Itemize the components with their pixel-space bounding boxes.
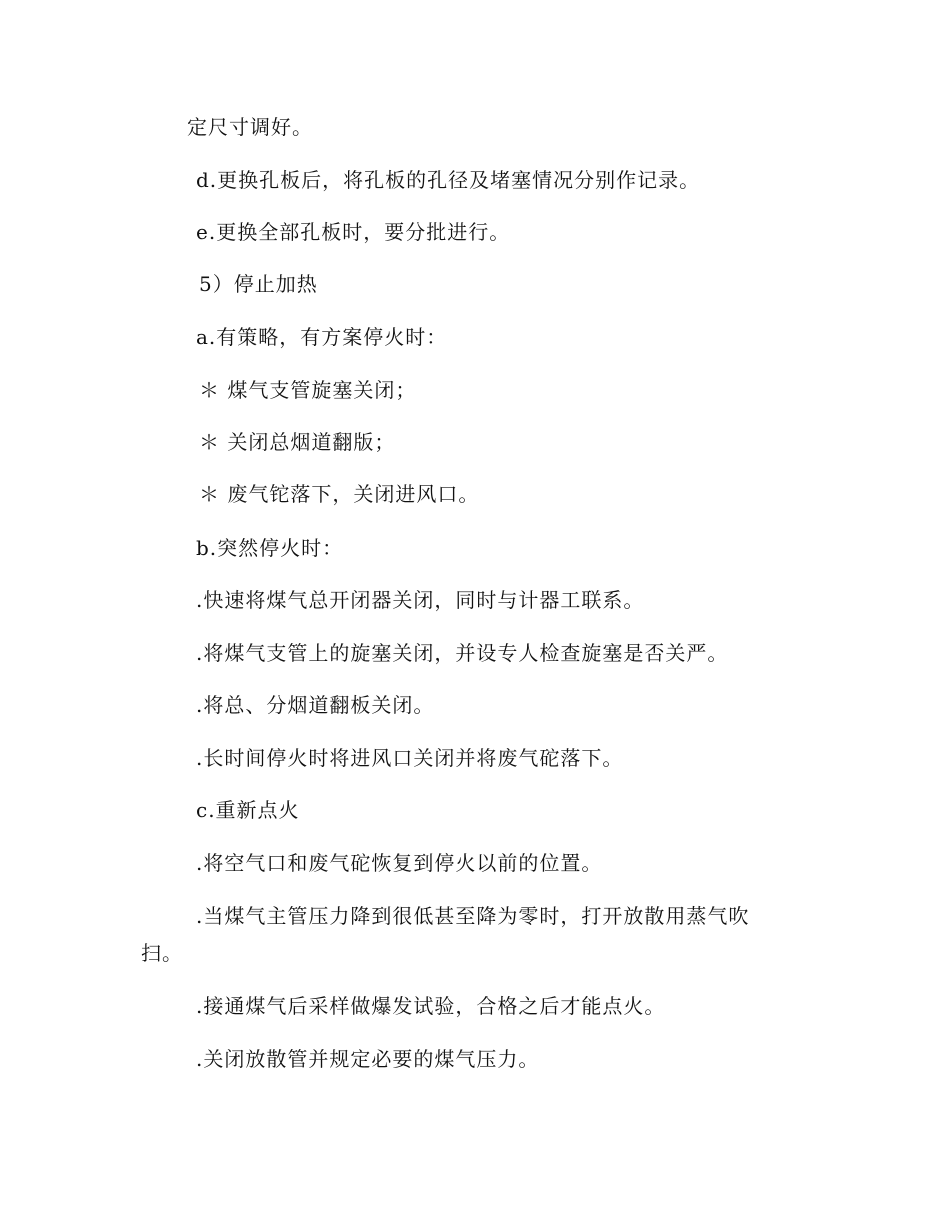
text-line: b.突然停火时： xyxy=(196,536,344,560)
text-line: .快速将煤气总开闭器关闭，同时与计器工联系。 xyxy=(196,588,645,612)
text-line: 定尺寸调好。 xyxy=(187,115,313,139)
text-line: a.有策略，有方案停火时： xyxy=(196,325,448,349)
text-line: .长时间停火时将进风口关闭并将废气砣落下。 xyxy=(196,746,624,770)
text-line: .将煤气支管上的旋塞关闭，并设专人检查旋塞是否关严。 xyxy=(196,641,729,665)
section-heading: 5）停止加热 xyxy=(199,272,318,296)
bullet-item: ＊ 煤气支管旋塞关闭； xyxy=(199,378,417,402)
text-line: .当煤气主管压力降到很低甚至降为零时，打开放散用蒸气吹 xyxy=(196,904,750,928)
text-line: e.更换全部孔板时，要分批进行。 xyxy=(196,220,511,244)
text-line: .将总、分烟道翻板关闭。 xyxy=(196,693,435,717)
bullet-item: ＊ 废气铊落下，关闭进风口。 xyxy=(199,482,480,506)
text-line: c.重新点火 xyxy=(196,798,300,822)
bullet-item: ＊ 关闭总烟道翻版； xyxy=(199,430,396,454)
text-line: .接通煤气后采样做爆发试验，合格之后才能点火。 xyxy=(196,994,666,1018)
text-line: 扫。 xyxy=(141,941,183,965)
text-line: d.更换孔板后，将孔板的孔径及堵塞情况分别作记录。 xyxy=(196,168,701,192)
text-line: .将空气口和废气砣恢复到停火以前的位置。 xyxy=(196,851,603,875)
text-line: .关闭放散管并规定必要的煤气压力。 xyxy=(196,1047,540,1071)
